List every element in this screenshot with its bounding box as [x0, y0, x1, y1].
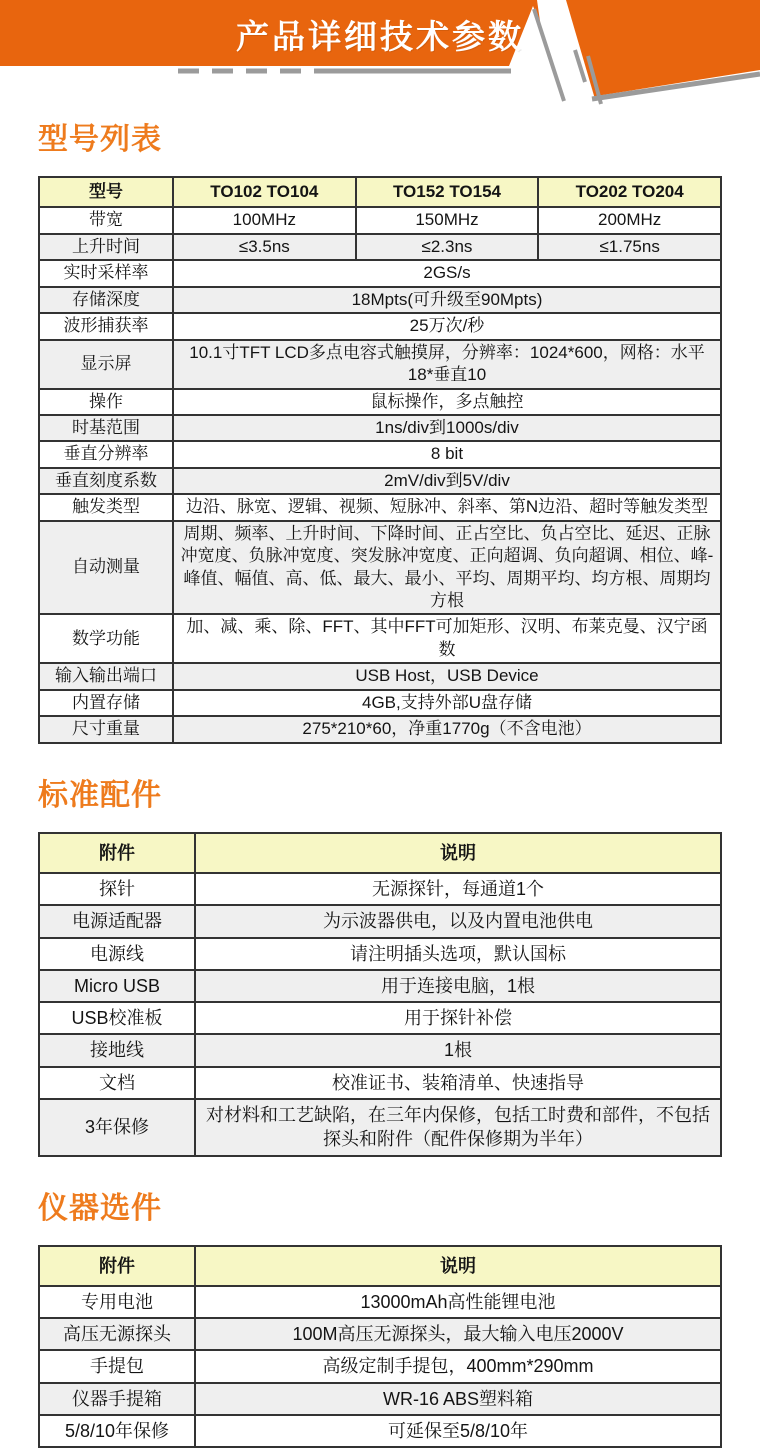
- value-cell: USB Host，USB Device: [173, 663, 721, 689]
- row-label: Micro USB: [39, 970, 195, 1002]
- header-banner: [0, 0, 760, 66]
- column-header: TO102 TO104: [173, 177, 356, 207]
- column-header: 附件: [39, 1246, 195, 1286]
- value-cell: 18Mpts(可升级至90Mpts): [173, 287, 721, 313]
- value-cell: 用于连接电脑，1根: [195, 970, 721, 1002]
- spec-row: [39, 614, 721, 663]
- spec-row: [39, 207, 721, 233]
- spec-row: [39, 1002, 721, 1034]
- value-cell: 13000mAh高性能锂电池: [195, 1286, 721, 1318]
- spec-row: [39, 690, 721, 716]
- row-label: 波形捕获率: [39, 313, 173, 339]
- spec-row: [39, 970, 721, 1002]
- spec-row: [39, 521, 721, 615]
- row-label: 存储深度: [39, 287, 173, 313]
- section-standard-accessories: [38, 770, 722, 1157]
- value-cell: 1根: [195, 1034, 721, 1066]
- row-label: USB校准板: [39, 1002, 195, 1034]
- row-label: 带宽: [39, 207, 173, 233]
- spec-row: [39, 1034, 721, 1066]
- value-cell: 275*210*60，净重1770g（不含电池）: [173, 716, 721, 742]
- column-header: 附件: [39, 833, 195, 873]
- value-cell: 边沿、脉宽、逻辑、视频、短脉冲、斜率、第N边沿、超时等触发类型: [173, 494, 721, 520]
- spec-row: [39, 1415, 721, 1447]
- value-cell: 2GS/s: [173, 260, 721, 286]
- row-label: 上升时间: [39, 234, 173, 260]
- spec-row: [39, 389, 721, 415]
- value-cell: 100M高压无源探头，最大输入电压2000V: [195, 1318, 721, 1350]
- value-cell: 2mV/div到5V/div: [173, 468, 721, 494]
- value-cell: 1ns/div到1000s/div: [173, 415, 721, 441]
- value-cell: ≤3.5ns: [173, 234, 356, 260]
- spec-row: [39, 938, 721, 970]
- spec-row: [39, 1286, 721, 1318]
- spec-row: [39, 340, 721, 389]
- section-title: 型号列表: [38, 123, 162, 156]
- table-header-row: [39, 177, 721, 207]
- spec-row: [39, 494, 721, 520]
- value-cell: 用于探针补偿: [195, 1002, 721, 1034]
- value-cell: 200MHz: [538, 207, 721, 233]
- row-label: 电源适配器: [39, 905, 195, 937]
- value-cell: 加、减、乘、除、FFT、其中FFT可加矩形、汉明、布莱克曼、汉宁函数: [173, 614, 721, 663]
- spec-row: [39, 1350, 721, 1382]
- spec-row: [39, 287, 721, 313]
- value-cell: 4GB,支持外部U盘存储: [173, 690, 721, 716]
- value-cell: 8 bit: [173, 441, 721, 467]
- row-label: 触发类型: [39, 494, 173, 520]
- section-title: 仪器选件: [38, 1191, 162, 1225]
- value-cell: ≤2.3ns: [356, 234, 539, 260]
- value-cell: 周期、频率、上升时间、下降时间、正占空比、负占空比、延迟、正脉冲宽度、负脉冲宽度、突发脉冲宽度、正向超调、负向超调、相位、峰-峰值、幅值、高、低、最大、最小、平均、周期平均、均方根、周期均方根: [173, 521, 721, 615]
- value-cell: 25万次/秒: [173, 313, 721, 339]
- section-models: [38, 114, 722, 744]
- value-cell: 100MHz: [173, 207, 356, 233]
- value-cell: 无源探针，每通道1个: [195, 873, 721, 905]
- spec-row: [39, 313, 721, 339]
- spec-row: [39, 468, 721, 494]
- value-cell: 可延保至5/8/10年: [195, 1415, 721, 1447]
- models-spec-table: [38, 176, 722, 744]
- spec-row: [39, 663, 721, 689]
- table-header-row: [39, 833, 721, 873]
- section-title: 标准配件: [38, 778, 162, 812]
- value-cell: ≤1.75ns: [538, 234, 721, 260]
- spec-row: [39, 234, 721, 260]
- value-cell: 校准证书、装箱清单、快速指导: [195, 1067, 721, 1099]
- row-label: 内置存储: [39, 690, 173, 716]
- column-header: TO152 TO154: [356, 177, 539, 207]
- page-title: 产品详细技术参数: [236, 18, 524, 55]
- row-label: 文档: [39, 1067, 195, 1099]
- row-label: 电源线: [39, 938, 195, 970]
- row-label: 专用电池: [39, 1286, 195, 1318]
- value-cell: 对材料和工艺缺陷，在三年内保修，包括工时费和部件，不包括探头和附件（配件保修期为半年）: [195, 1099, 721, 1156]
- row-label: 时基范围: [39, 415, 173, 441]
- row-label: 3年保修: [39, 1099, 195, 1156]
- row-label: 显示屏: [39, 340, 173, 389]
- spec-row: [39, 415, 721, 441]
- accessories-table: [38, 832, 722, 1157]
- row-label: 实时采样率: [39, 260, 173, 286]
- row-label: 探针: [39, 873, 195, 905]
- value-cell: 10.1寸TFT LCD多点电容式触摸屏，分辨率：1024*600，网格：水平18*垂直10: [173, 340, 721, 389]
- row-label: 垂直刻度系数: [39, 468, 173, 494]
- column-header: 说明: [195, 1246, 721, 1286]
- spec-row: [39, 716, 721, 742]
- value-cell: WR-16 ABS塑料箱: [195, 1383, 721, 1415]
- page-content: [0, 114, 760, 1448]
- row-label: 尺寸重量: [39, 716, 173, 742]
- row-label: 接地线: [39, 1034, 195, 1066]
- column-header: TO202 TO204: [538, 177, 721, 207]
- spec-row: [39, 1067, 721, 1099]
- row-label: 手提包: [39, 1350, 195, 1382]
- section-instrument-options: [38, 1183, 722, 1448]
- row-label: 垂直分辨率: [39, 441, 173, 467]
- row-label: 5/8/10年保修: [39, 1415, 195, 1447]
- spec-row: [39, 441, 721, 467]
- spec-row: [39, 873, 721, 905]
- options-table: [38, 1245, 722, 1448]
- spec-row: [39, 905, 721, 937]
- row-label: 自动测量: [39, 521, 173, 615]
- row-label: 数学功能: [39, 614, 173, 663]
- spec-row: [39, 1099, 721, 1156]
- spec-row: [39, 260, 721, 286]
- value-cell: 请注明插头选项，默认国标: [195, 938, 721, 970]
- value-cell: 为示波器供电，以及内置电池供电: [195, 905, 721, 937]
- spec-row: [39, 1383, 721, 1415]
- row-label: 高压无源探头: [39, 1318, 195, 1350]
- row-label: 输入输出端口: [39, 663, 173, 689]
- table-header-row: [39, 1246, 721, 1286]
- value-cell: 150MHz: [356, 207, 539, 233]
- row-label: 仪器手提箱: [39, 1383, 195, 1415]
- value-cell: 鼠标操作，多点触控: [173, 389, 721, 415]
- spec-row: [39, 1318, 721, 1350]
- row-label: 操作: [39, 389, 173, 415]
- column-header: 型号: [39, 177, 173, 207]
- column-header: 说明: [195, 833, 721, 873]
- value-cell: 高级定制手提包，400mm*290mm: [195, 1350, 721, 1382]
